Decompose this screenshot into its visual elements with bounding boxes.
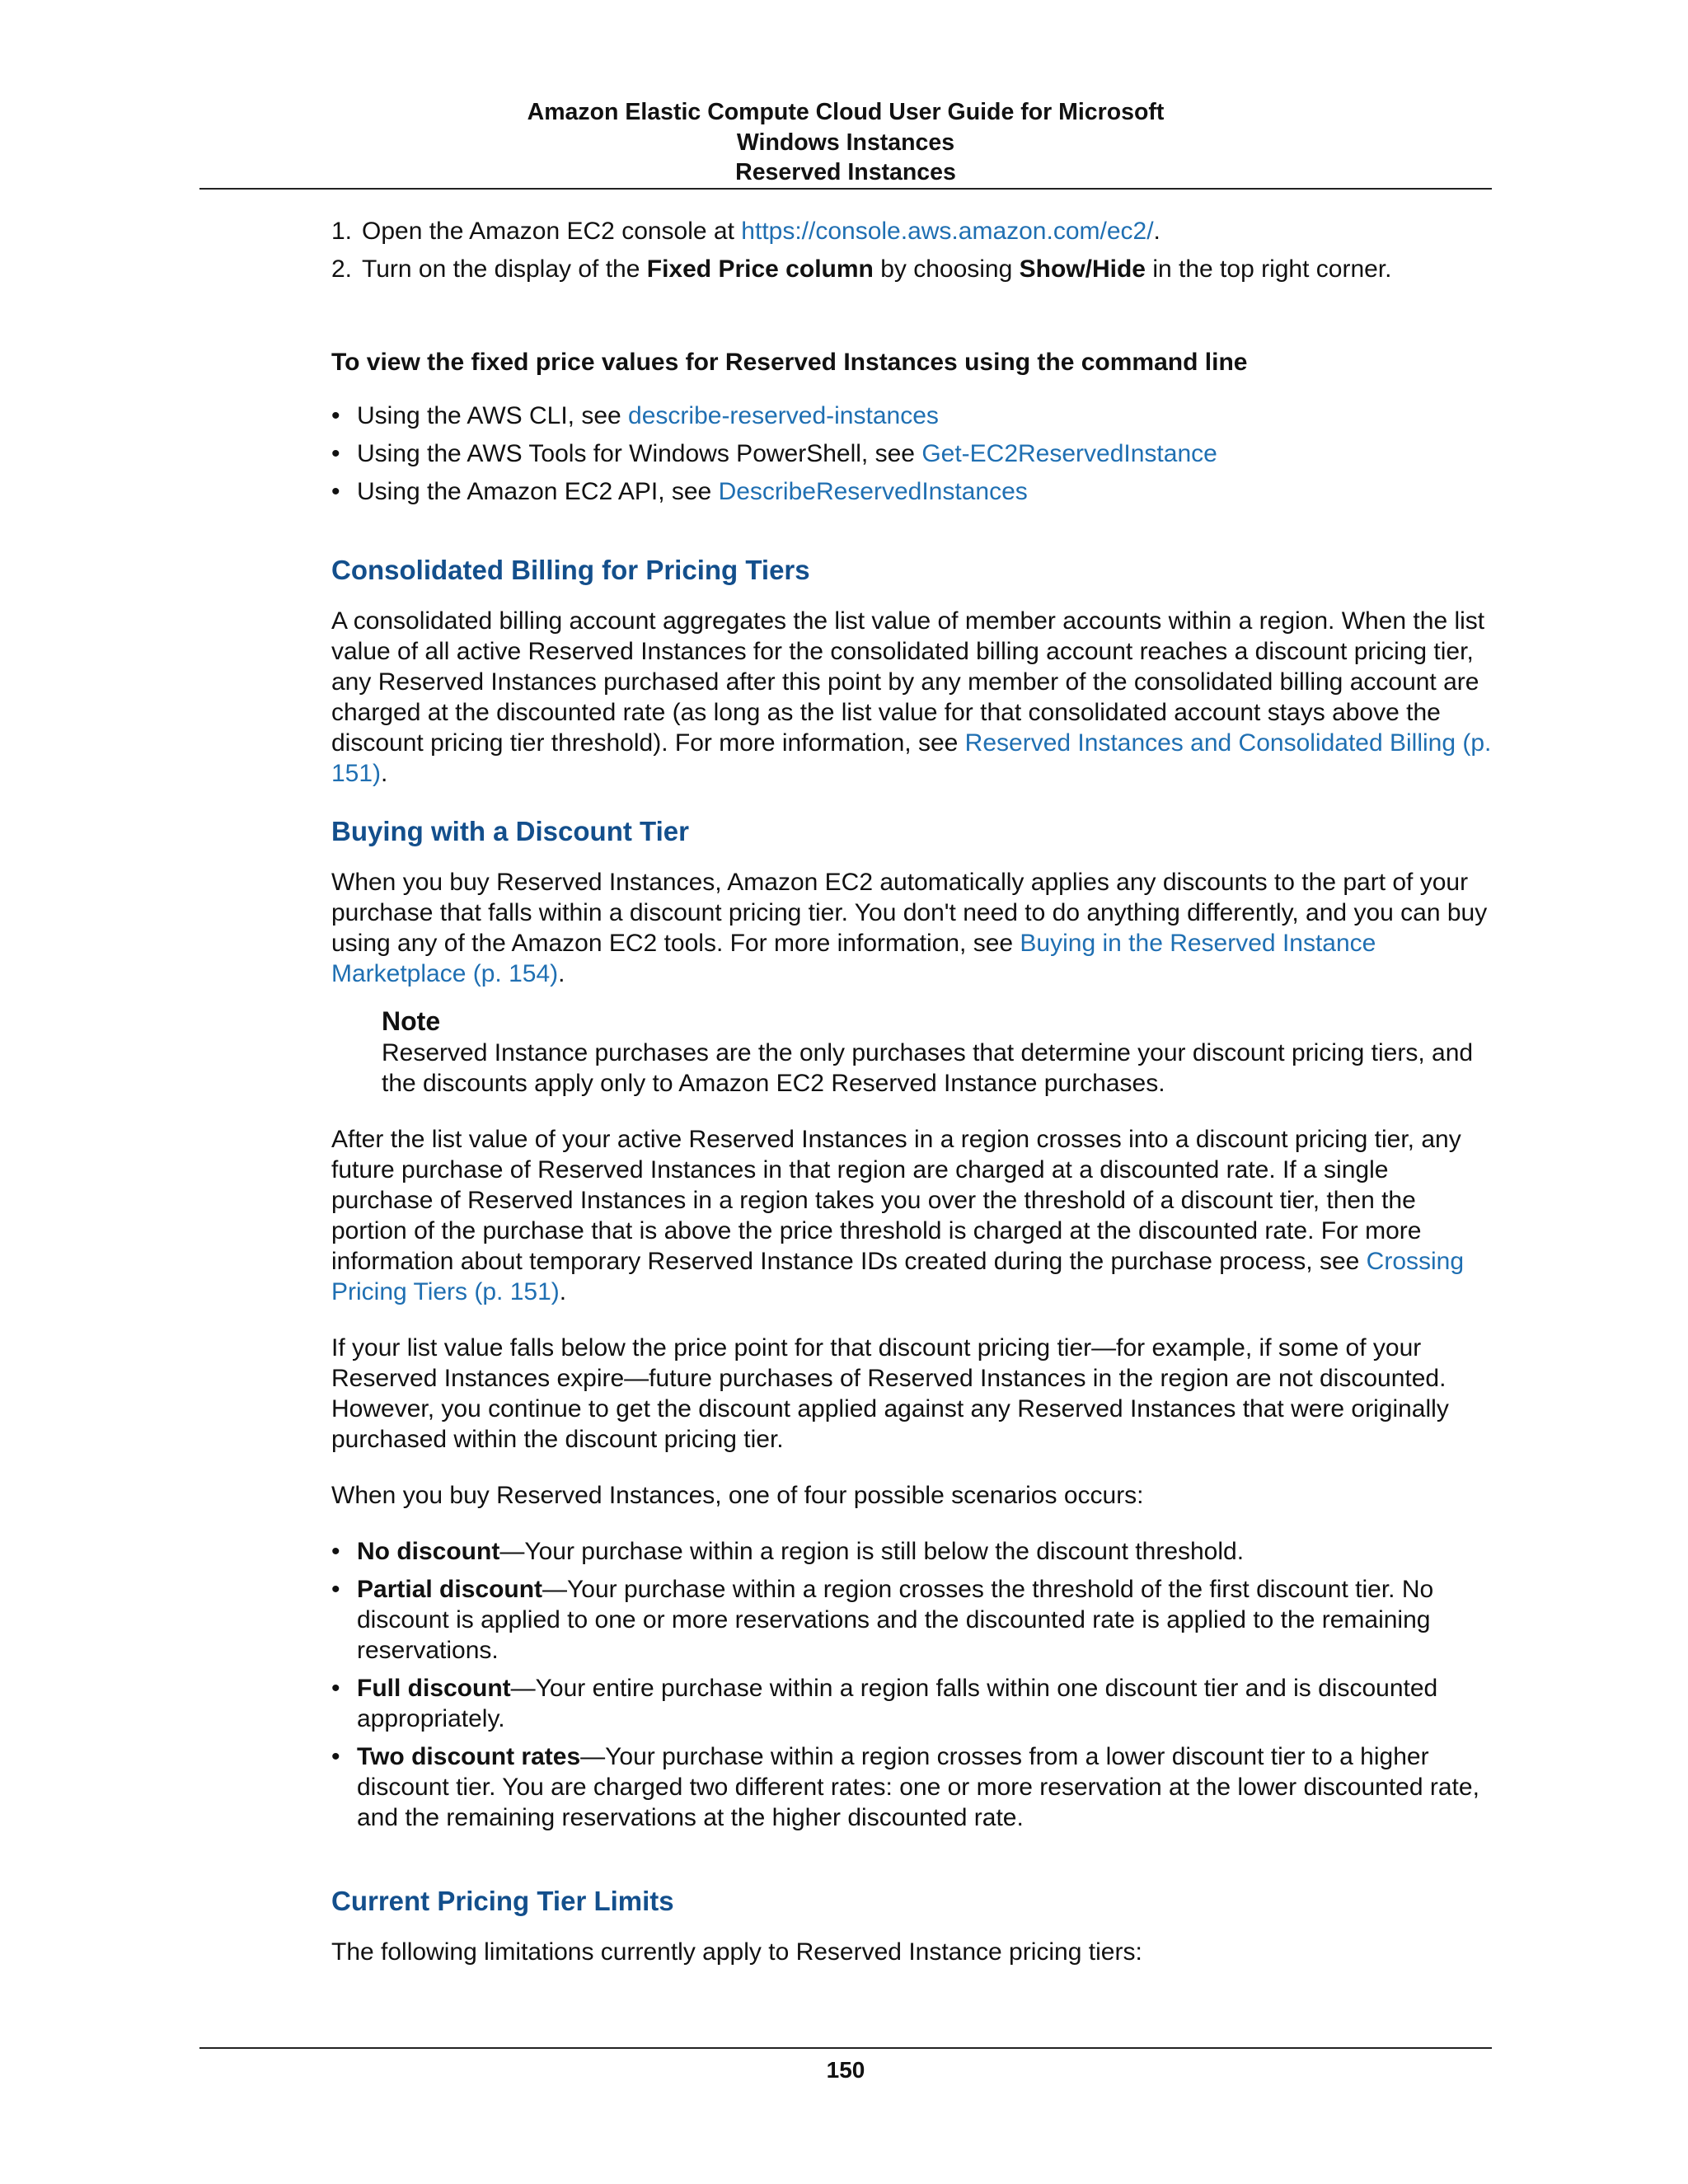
paragraph-text: When you buy Reserved Instances, Amazon EC2 automatically applies any discounts to the part of your purchase that falls within a discount pricing tier. You don't need to do anything differently, and you can buy using any of the Amazon EC2 tools. For more information, see (331, 869, 1488, 957)
footer-rule (199, 2047, 1492, 2049)
paragraph-buying (331, 867, 1493, 989)
bullet: • (331, 478, 340, 505)
heading-consolidated-billing: Consolidated Billing for Pricing Tiers (331, 555, 810, 585)
describereservedinstances-link[interactable]: DescribeReservedInstances (718, 478, 1028, 505)
header-section-title: Reserved Instances (735, 159, 956, 185)
ec2-console-link[interactable]: https://console.aws.amazon.com/ec2/ (741, 218, 1154, 245)
heading-buying-discount-tier: Buying with a Discount Tier (331, 816, 689, 846)
list-item (331, 1673, 1493, 1734)
scenario-term: Full discount (357, 1675, 511, 1702)
paragraph-current-limits: The following limitations currently apply to Reserved Instance pricing tiers: (331, 1938, 1142, 1966)
paragraph-text: A consolidated billing account aggregates the list value of member accounts within a region. When the list value of all active Reserved Instances for the consolidated billing account reaches a discount pricing tier, any Reserved Instances purchased after this point by any member of the consolidated billing account are charged at the discounted rate (as long as the list value for that consolidated account stays above the discount pricing tier threshold). For more information, see (331, 607, 1485, 757)
paragraph-end: . (558, 960, 565, 987)
list-item (331, 1574, 1493, 1666)
list-item (331, 1536, 1493, 1567)
command-line-list (331, 401, 1493, 507)
step-text: by choosing (873, 255, 1020, 283)
note-title: Note (382, 1006, 441, 1036)
note-box (382, 1005, 1493, 1099)
note-text: Reserved Instance purchases are the only purchases that determine your discount pricing tiers, and the discounts apply only to Amazon EC2 Reserved Instance purchases. (382, 1039, 1474, 1097)
bullet: • (331, 440, 340, 467)
bullet: • (331, 1538, 340, 1565)
show-hide-term: Show/Hide (1019, 255, 1146, 283)
get-ec2reservedinstance-link[interactable]: Get-EC2ReservedInstance (921, 440, 1217, 467)
page-number: 150 (826, 2057, 865, 2083)
list-item (331, 1741, 1493, 1833)
list-item-text: Using the AWS Tools for Windows PowerShell, see (357, 440, 922, 467)
paragraph-scenarios-intro: When you buy Reserved Instances, one of four possible scenarios occurs: (331, 1482, 1144, 1509)
scenario-term: Two discount rates (357, 1743, 581, 1770)
step-text: Turn on the display of the (362, 255, 647, 283)
list-item (331, 401, 1493, 431)
header-guide-title: Amazon Elastic Compute Cloud User Guide for Microsoft (527, 99, 1165, 125)
scenario-text: —Your entire purchase within a region falls within one discount tier and is discounted appropriately. (357, 1675, 1438, 1732)
step-text: in the top right corner. (1145, 255, 1392, 283)
bullet: • (331, 1576, 340, 1603)
step-text: Open the Amazon EC2 console at (362, 218, 742, 245)
running-header (199, 97, 1492, 188)
fixed-price-column-term: Fixed Price column (646, 255, 874, 283)
list-item-text: Using the Amazon EC2 API, see (357, 478, 719, 505)
paragraph-crossing-tier (331, 1124, 1493, 1307)
scenario-term: No discount (357, 1538, 500, 1565)
step-item (331, 216, 1493, 246)
header-rule (199, 188, 1492, 190)
paragraph-text: After the list value of your active Reserved Instances in a region crosses into a discount pricing tier, any future purchase of Reserved Instances in that region are charged at a discounted rate. If a single purchase of Reserved Instances in a region takes you over the threshold of a discount tier, then the portion of the purchase that is above the price threshold is charged at the discounted rate. For more information about temporary Reserved Instance IDs created during the purchase process, see (331, 1126, 1461, 1275)
header-guide-subtitle: Windows Instances (736, 129, 955, 156)
describe-reserved-instances-link[interactable]: describe-reserved-instances (628, 402, 939, 429)
paragraph-consolidated-billing (331, 606, 1493, 789)
heading-current-pricing-tier-limits: Current Pricing Tier Limits (331, 1886, 674, 1916)
step-number: 1. (331, 218, 353, 245)
crossing-pricing-tiers-link[interactable]: Crossing Pricing Tiers (p. 151) (331, 1248, 1465, 1305)
paragraph-end: . (559, 1278, 567, 1305)
scenario-list (331, 1536, 1493, 1833)
step-number: 2. (331, 255, 353, 283)
console-steps (331, 216, 1493, 284)
scenario-text: —Your purchase within a region crosses from a lower discount tier to a higher discount tier. You are charged two different rates: one or more reservation at the lower discounted rate, and the remaining reservations at the higher discounted rate. (357, 1743, 1479, 1831)
paragraph-below-price-point: If your list value falls below the price point for that discount pricing tier—for example, if some of your Reserved Instances expire—future purchases of Reserved Instances in the region are not discounted. However, you continue to get the discount applied against any Reserved Instances that were originally purchased within the discount pricing tier. (331, 1334, 1449, 1453)
step-text-end: . (1153, 218, 1160, 245)
page-content (331, 216, 1493, 1993)
bullet: • (331, 1675, 340, 1702)
bullet: • (331, 402, 340, 429)
scenario-term: Partial discount (357, 1576, 543, 1603)
procedure-title: To view the fixed price values for Reserved Instances using the command line (331, 349, 1248, 376)
step-item (331, 254, 1493, 284)
list-item (331, 438, 1493, 469)
bullet: • (331, 1743, 340, 1770)
list-item-text: Using the AWS CLI, see (357, 402, 629, 429)
scenario-text: —Your purchase within a region crosses the threshold of the first discount tier. No discount is applied to one or more reservations and the discounted rate is applied to the remaining reservations. (357, 1576, 1434, 1664)
list-item (331, 476, 1493, 507)
consolidated-billing-link[interactable]: Reserved Instances and Consolidated Billing (p. 151) (331, 729, 1492, 787)
scenario-text: —Your purchase within a region is still below the discount threshold. (499, 1538, 1245, 1565)
marketplace-link[interactable]: Buying in the Reserved Instance Marketplace (p. 154) (331, 930, 1376, 987)
paragraph-end: . (381, 760, 388, 787)
